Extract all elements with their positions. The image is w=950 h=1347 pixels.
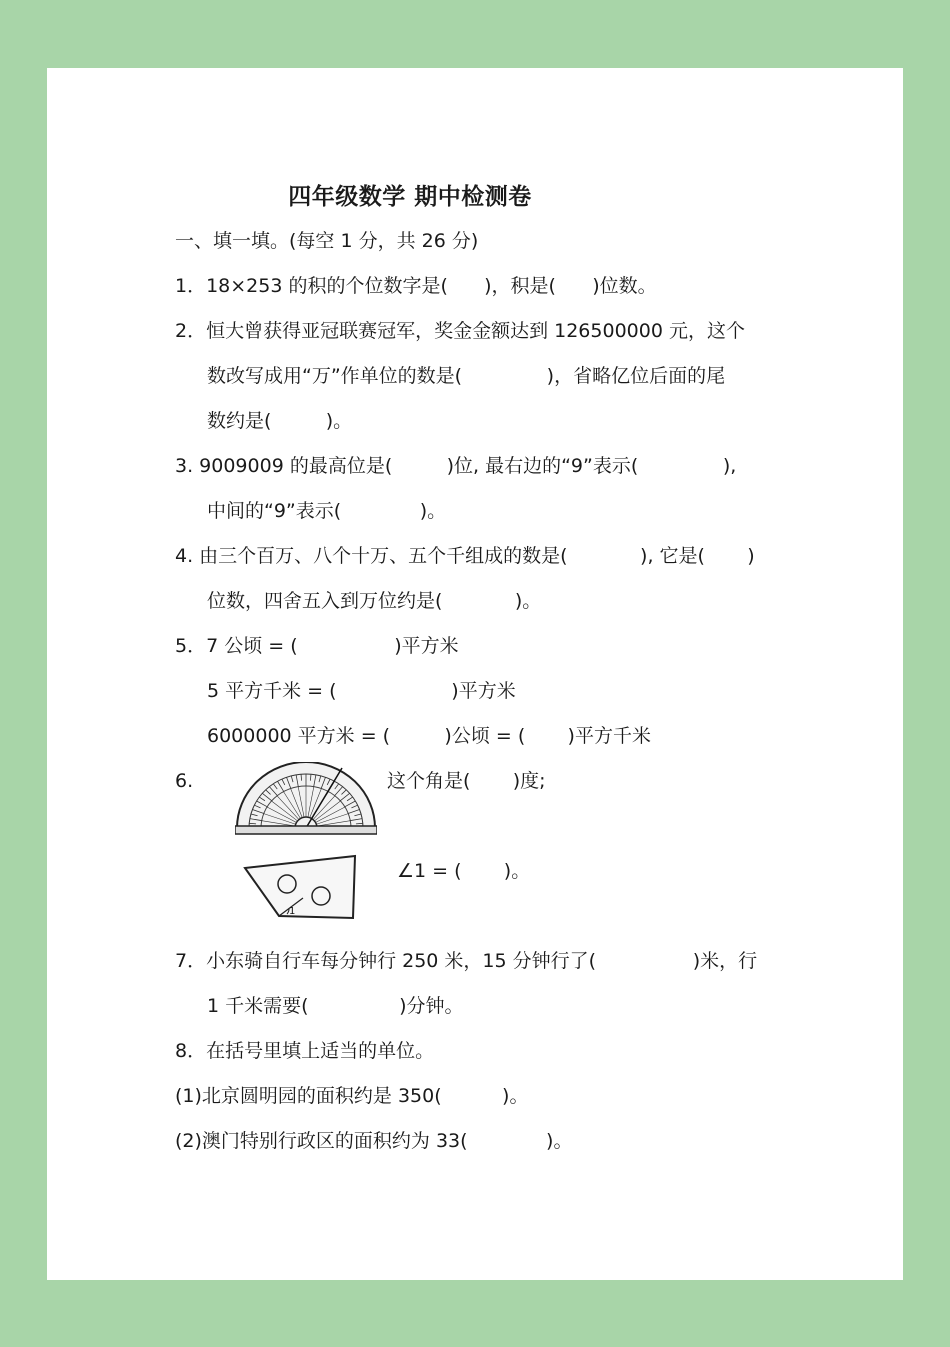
question-3-line-2: 中间的“9”表示( )。 <box>207 500 447 522</box>
protractor-figure <box>235 762 377 836</box>
triangle-ruler-figure <box>243 854 359 920</box>
question-4-line-1: 4. 由三个百万、八个十万、五个千组成的数是( ), 它是( ) <box>175 545 755 567</box>
angle-1-label: 1 <box>289 906 296 917</box>
question-2-line-1: 2．恒大曾获得亚冠联赛冠军，奖金金额达到 126500000 元，这个 <box>175 320 745 342</box>
question-5-line-1: 5．7 公顷 = ( )平方米 <box>175 635 459 657</box>
question-3-line-1: 3. 9009009 的最高位是( )位, 最右边的“9”表示( ), <box>175 455 737 477</box>
question-2-line-3: 数约是( )。 <box>207 410 353 432</box>
question-5-line-2: 5 平方千米 = ( )平方米 <box>207 680 516 702</box>
question-2-line-2: 数改写成用“万”作单位的数是( )，省略亿位后面的尾 <box>207 365 726 387</box>
section-heading: 一、填一填。(每空 1 分，共 26 分) <box>175 230 479 252</box>
question-5-line-3: 6000000 平方米 = ( )公顷 = ( )平方千米 <box>207 725 651 747</box>
question-8-part-1: (1)北京圆明园的面积约是 350( )。 <box>175 1085 529 1107</box>
question-4-line-2: 位数，四舍五入到万位约是( )。 <box>207 590 542 612</box>
question-8-part-2: (2)澳门特别行政区的面积约为 33( )。 <box>175 1130 573 1152</box>
page-title: 四年级数学 期中检测卷 <box>288 184 532 210</box>
question-7-line-2: 1 千米需要( )分钟。 <box>207 995 464 1017</box>
question-7-line-1: 7．小东骑自行车每分钟行 250 米，15 分钟行了( )米，行 <box>175 950 758 972</box>
question-6-angle-1-text: ∠1 = ( )。 <box>397 860 531 882</box>
question-1: 1．18×253 的积的个位数字是( )，积是( )位数。 <box>175 275 657 297</box>
question-8: 8．在括号里填上适当的单位。 <box>175 1040 435 1062</box>
worksheet-paper <box>47 68 903 1280</box>
question-6-number: 6. <box>175 770 194 792</box>
question-6-angle-text: 这个角是( )度; <box>387 770 546 792</box>
